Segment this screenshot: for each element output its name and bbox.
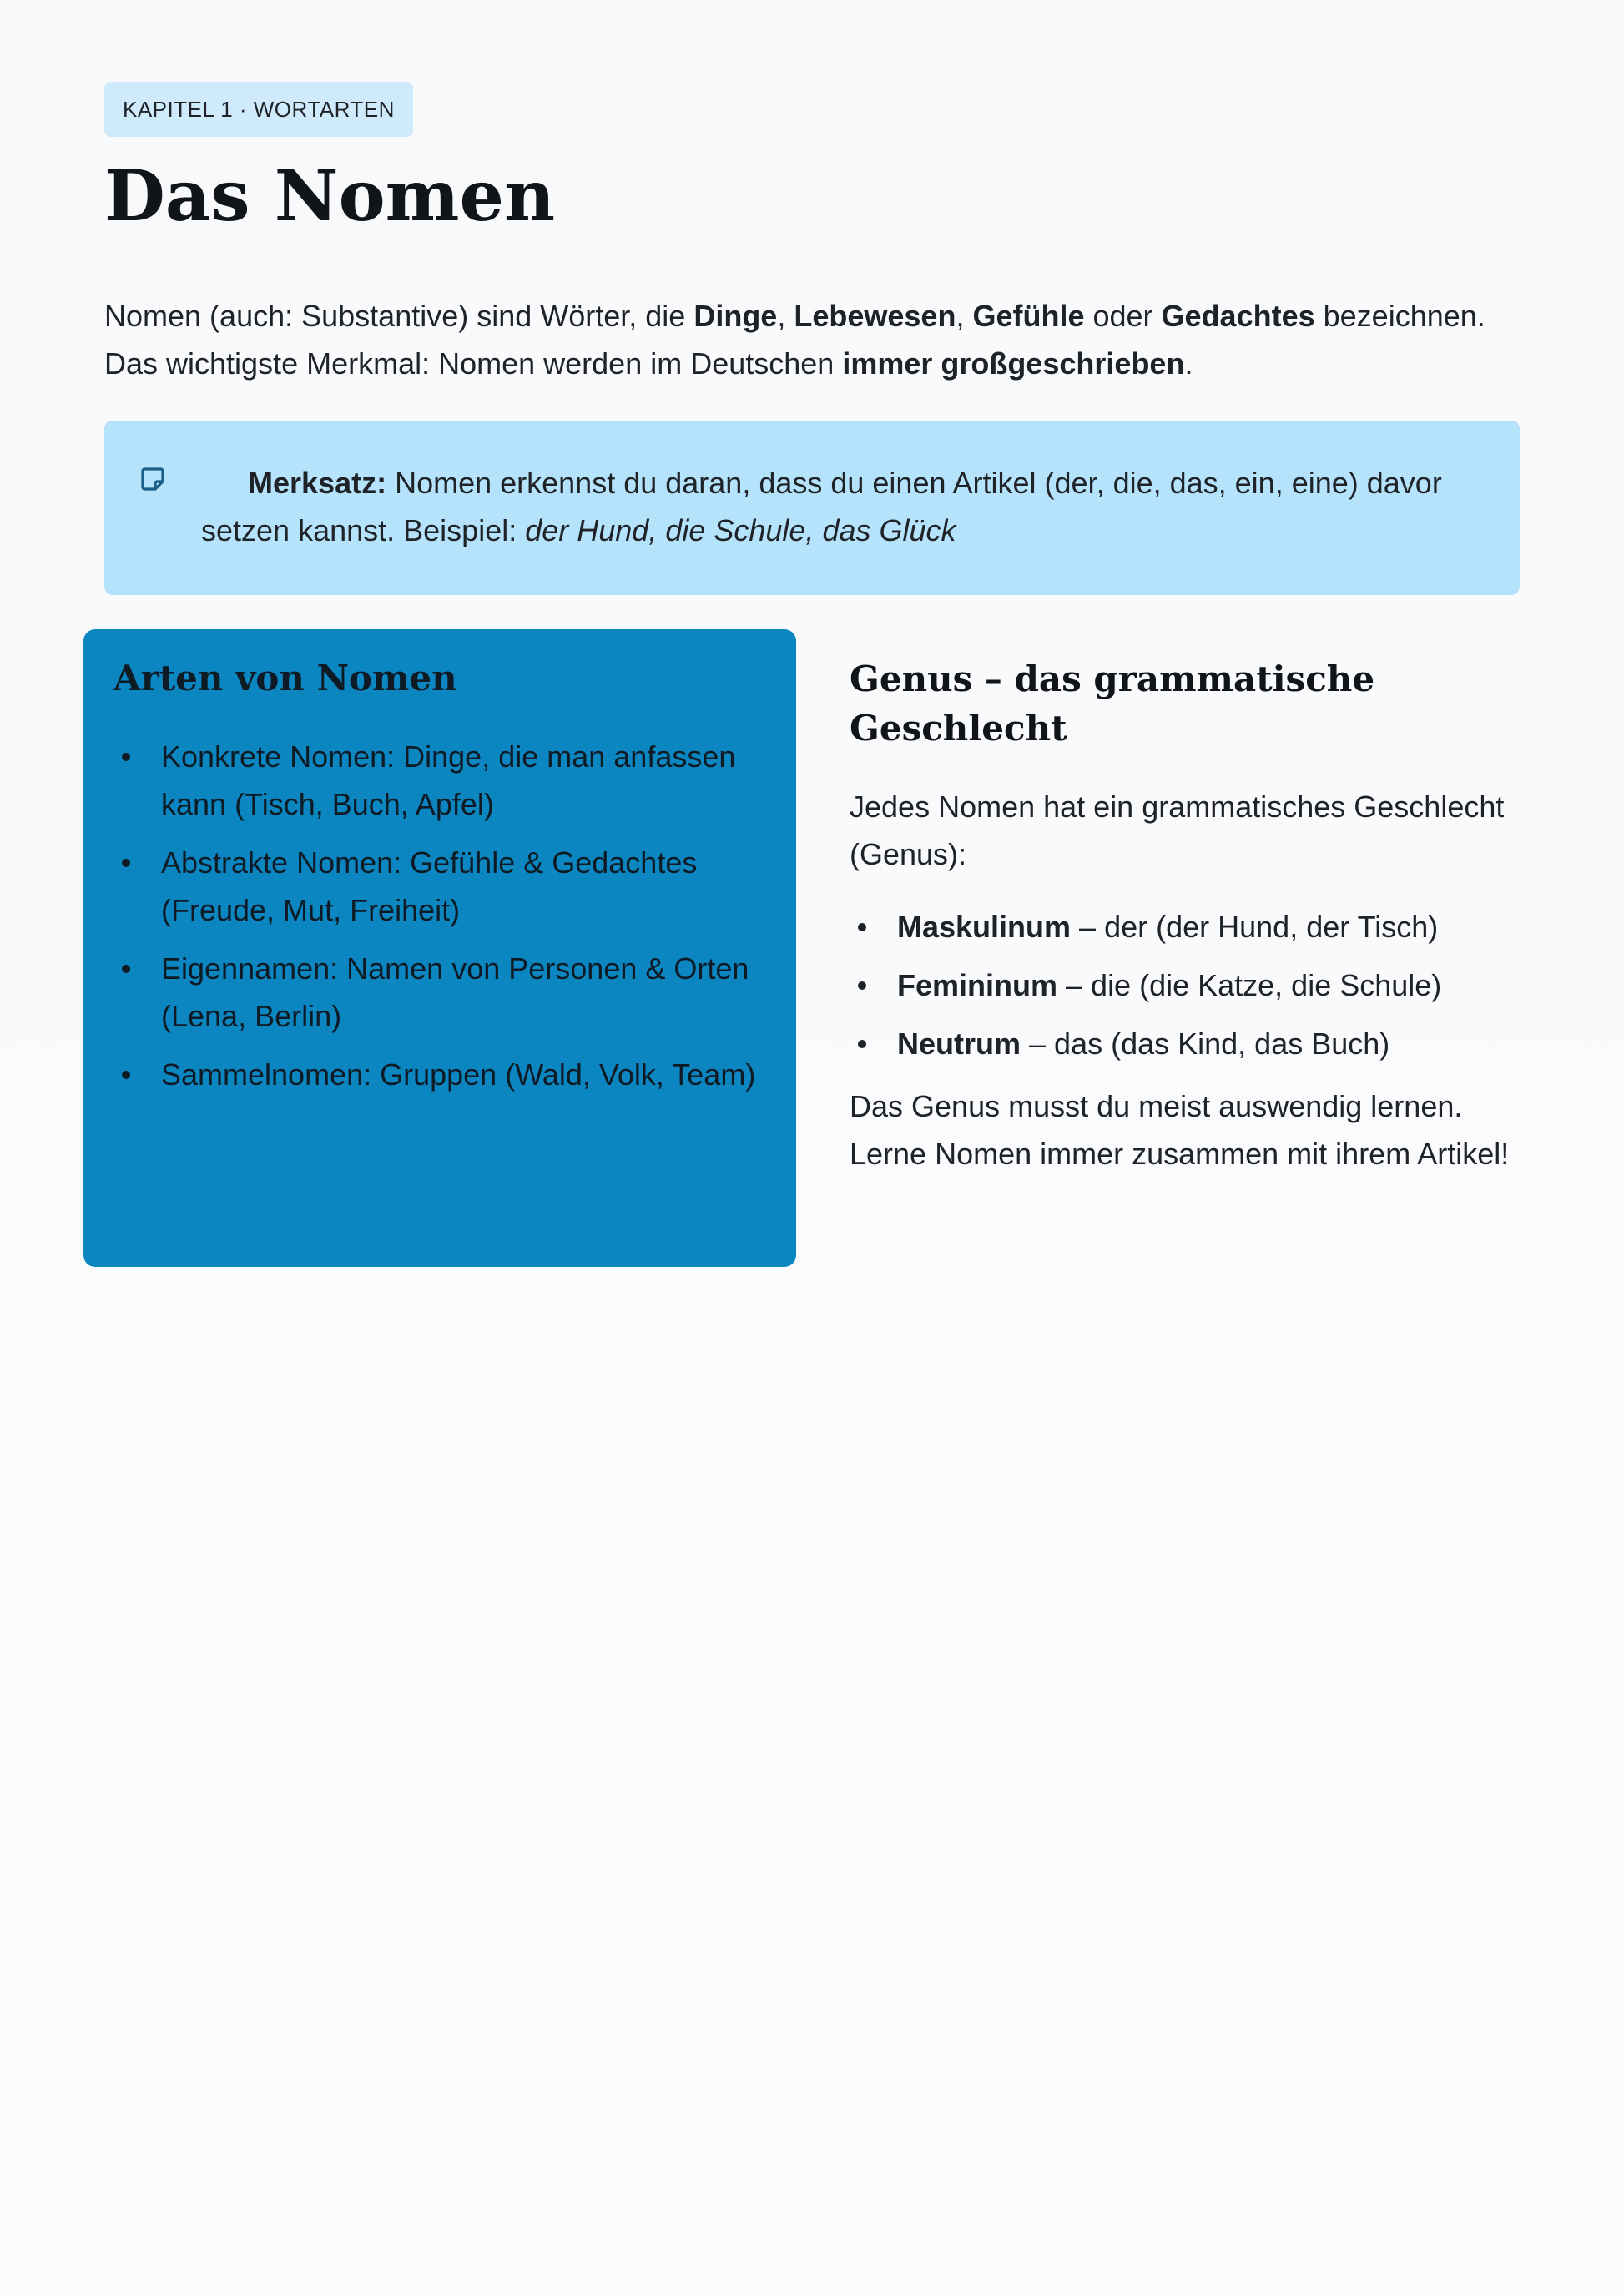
arten-title: Arten von Nomen <box>113 658 457 699</box>
genus-section <box>850 654 1526 1178</box>
intro-end: . <box>1184 346 1193 381</box>
genus-term: Maskulinum <box>897 910 1072 944</box>
intro-text: bezeichnen. Das wichtigste Merkmal: Nomen werden im Deutschen <box>104 299 1485 381</box>
intro-paragraph <box>104 292 1540 387</box>
list-item: Abstrakte Nomen: Gefühle & Gedachtes (Freude, Mut, Freiheit) <box>113 839 781 934</box>
genus-term: Neutrum <box>897 1026 1021 1061</box>
merksatz-body: Nomen erkennst du daran, dass du einen Artikel (der, die, das, ein, eine) davor setzen kannst. Beispiel: <box>201 466 1442 547</box>
intro-separator: , <box>956 299 973 333</box>
list-item <box>850 961 1526 1009</box>
intro-bold-gedachtes: Gedachtes <box>1161 299 1315 333</box>
list-item: Sammelnomen: Gruppen (Wald, Volk, Team) <box>113 1051 781 1098</box>
genus-desc: – der (der Hund, der Tisch) <box>1071 910 1439 944</box>
intro-bold-dinge: Dinge <box>693 299 778 333</box>
page-title: Das Nomen <box>104 154 556 237</box>
chapter-badge <box>104 82 413 137</box>
intro-separator: , <box>777 299 794 333</box>
intro-text: Nomen (auch: Substantive) sind Wörter, die <box>104 299 694 333</box>
note-icon <box>138 464 168 494</box>
list-item: Konkrete Nomen: Dinge, die man anfassen kann (Tisch, Buch, Apfel) <box>113 733 781 828</box>
list-item: Eigennamen: Namen von Personen & Orten (Lena, Berlin) <box>113 945 781 1040</box>
arten-card <box>83 629 796 1267</box>
genus-desc: – die (die Katze, die Schule) <box>1057 968 1442 1002</box>
list-item <box>850 1020 1526 1067</box>
genus-intro: Jedes Nomen hat ein grammatisches Geschlecht (Genus): <box>850 789 1505 871</box>
genus-term: Femininum <box>897 968 1058 1002</box>
chapter-badge-label: KAPITEL 1 · WORTARTEN <box>123 96 395 122</box>
genus-title: Genus – das grammatische Geschlecht <box>850 658 1375 749</box>
genus-desc: – das (das Kind, das Buch) <box>1021 1026 1390 1061</box>
merksatz-example: der Hund, die Schule, das Glück <box>525 513 956 547</box>
merksatz-text <box>201 459 1486 554</box>
genus-outro: Das Genus musst du meist auswendig lernen. Lerne Nomen immer zusammen mit ihrem Artikel! <box>850 1089 1510 1171</box>
intro-bold-gefuehle: Gefühle <box>972 299 1085 333</box>
merksatz-label: Merksatz: <box>248 466 387 500</box>
list-item <box>850 903 1526 951</box>
arten-list <box>113 733 781 1109</box>
intro-separator: oder <box>1084 299 1162 333</box>
intro-bold-grossgeschrieben: immer großgeschrieben <box>842 346 1185 381</box>
intro-bold-lebewesen: Lebewesen <box>794 299 956 333</box>
genus-list <box>850 903 1526 1067</box>
merksatz-callout <box>104 421 1520 595</box>
